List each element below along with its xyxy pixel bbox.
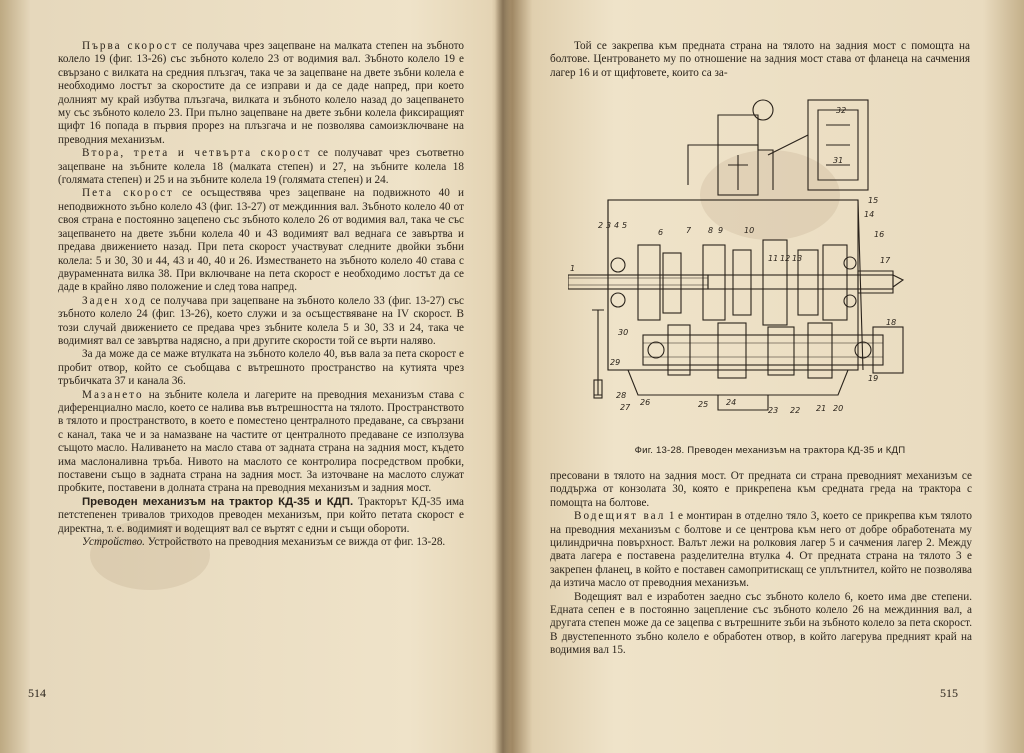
section-paragraph — [58, 496, 464, 536]
callout-18: 18 — [886, 318, 897, 327]
callout-30: 30 — [618, 328, 629, 337]
callout-9: 9 — [718, 226, 724, 235]
callout-24: 24 — [726, 398, 737, 407]
callout-5: 5 — [622, 221, 628, 230]
gearbox-diagram — [568, 95, 920, 425]
right-page-top-text — [550, 40, 970, 80]
callout-16: 16 — [874, 230, 885, 239]
callout-14: 14 — [864, 210, 875, 219]
left-page — [0, 0, 500, 753]
right-page — [508, 0, 1024, 753]
paragraph-body: на зъбните колела и лагерите на преводния механизъм става с диференциално масло, което се налива във вътрешността на тялото. Пространството в тялото и пространството, в което е поместено централното предаване, са свързани с канал, така че и за намазване на частите от централното предаване се използува същото масло. Наливането на масло става от задната страна на задния мост, където има маслоналивна тръба. Нивото на маслото се контролира посредством пробки, поставени също в задната страна на задния мост. За източване на маслото служат пробките, поставени в долната страна на преводния механизъм и задния мост. — [58, 388, 464, 495]
callout-2: 2 — [598, 221, 604, 230]
section-heading: Преводен механизъм на трактор КД-35 и КДП. — [82, 495, 354, 508]
paragraph — [58, 187, 464, 294]
paragraph — [58, 389, 464, 496]
callout-26: 26 — [640, 398, 651, 407]
callout-13: 13 — [792, 254, 803, 263]
callout-7: 7 — [686, 226, 692, 235]
paragraph — [550, 510, 972, 590]
callout-21: 21 — [816, 404, 827, 413]
paragraph-body: 1 е монтиран в отделно тяло 3, което се прикрепва към тялото на преводния механизъм с болтове и се центрова към него от добре обработената му цилиндрична повърхност. Валът лежи на ролковия лагер 5 и сачмения лагер 2. Между двата лагера е поставена разделителна втулка 4. От предната страна на тялото 3 е закрепен фланец, в който е поставен самопритискащ се уплътнител, който не позволява да изтича масло от преводния механизъм. — [550, 510, 972, 590]
callout-3: 3 — [606, 221, 612, 230]
callout-29: 29 — [610, 358, 621, 367]
page-number: 514 — [28, 686, 46, 700]
callout-31: 31 — [833, 156, 844, 165]
lead-in: Заден ход — [82, 294, 147, 307]
paragraph — [58, 536, 464, 549]
paragraph-body: се получават чрез съответно зацепване на зъбните колела 18 (малката степен) и 27, на зъбните колела 18 (голямата степен) и 25 и на зъбните колела 19 (голямата степен) и 24. — [58, 147, 464, 187]
callout-12: 12 — [780, 254, 791, 263]
paragraph: Той се закрепва към предната страна на тялото на задния мост с помощта на болтове. Центроването му по отношение на задния мост става от фланеца на сачмения лагер 16 и от щифтовете, които са за- — [550, 40, 970, 79]
paragraph — [550, 591, 972, 658]
callout-8: 8 — [708, 226, 714, 235]
paragraph-body: пресовани в тялото на задния мост. От предната си страна преводният механизъм се поддържа от конзолата 30, която е прикрепена към средната греда на трактора с помощта на болтове. — [550, 470, 972, 509]
paragraph-body: се осъществява чрез зацепване на подвижното 40 и неподвижното зъбно колело 43 (фиг. 13-27) от междинния вал. Зъбното колело 40 от своя страна е постоянно зацепено със зъбното колело 26 от водимия вал, така че със зацепването на двете зъбни колела 40 и 43 водимият вал веднага се завъртва и предава движението назад. При пета скорост участвуват следните двойки зъбни колела: 5 и 30, 30 и 44, 43 и 40, 40 и 26. Изместването на зъбното колело 40 става с двураменната вилка 38. При включване на пета скорост е необходимо лостът да се даде в крайно ляво положение и след това напред. — [58, 187, 464, 294]
figure-caption: Фиг. 13-28. Преводен механизъм на трактора КД-35 и КДП — [634, 445, 906, 456]
callout-17: 17 — [880, 256, 891, 265]
lead-in: Водещият вал — [574, 510, 666, 523]
lead-in: Устройство. — [82, 536, 145, 549]
lead-in: Втора, трета и четвърта скорост — [82, 147, 312, 160]
left-page-text — [58, 40, 464, 549]
paragraph — [58, 40, 464, 147]
callout-27: 27 — [620, 403, 631, 412]
paragraph-body: За да може да се маже втулката на зъбното колело 40, във вала за пета скорост е пробит отвор, който се съобщава с вътрешното пространство на кутията чрез тръбичката 37 и канала 36. — [58, 348, 464, 388]
callout-19: 19 — [868, 374, 879, 383]
paragraph-body: се получава при зацепване на зъбното колело 33 (фиг. 13-27) със зъбното колело 24 (фиг. 13-26), което служи и за осъществяване на IV скорост. В този случай движението се предава чрез зъбните колела 5 и 30, 33 и 24, така че водимият вал се завъртва надясно, а при другите скорости той се върти наляво. — [58, 294, 464, 347]
paragraph-body: Водещият вал е изработен заедно със зъбното колело 6, което има две степени. Едната сепен е в постоянно зацепление със зъбното колело 26 на междинния вал, а другата степен може да се зацепва с вътрешните зъби на зъбното колело за пета скорост. В двустепенното зъбно колело е обработен отвор, в който лагерува предният край на водимия вал 15. — [550, 590, 972, 657]
paragraph — [58, 295, 464, 349]
callout-1: 1 — [570, 264, 576, 273]
callout-25: 25 — [698, 400, 709, 409]
callout-11: 11 — [768, 254, 779, 263]
callout-20: 20 — [833, 404, 844, 413]
lead-in: Първа скорост — [82, 40, 179, 52]
callout-4: 4 — [614, 221, 620, 230]
callout-22: 22 — [790, 406, 801, 415]
callout-23: 23 — [768, 406, 779, 415]
paragraph — [550, 470, 972, 510]
paragraph-body: се получава чрез зацепване на малката степен на зъбното колело 19 (фиг. 13-26) със зъбното колело 23 от водимия вал. Зъбното колело 19 е свързано с вилката на средния плъзгач, така че за зацепване на двете зъбни колела е необходимо лостът за скоростите да се изправи и да се даде напред, при което долният му край избутва плъзгача, вилката и зъбното колело назад до зацепването му със зъбното колело 23. При пълно зацепване на двете зъбни колела фиксиращият щифт 16 попада в първия прорез на плъзгача и не позволява самоизключване на преводния механизъм. — [58, 40, 464, 146]
callout-32: 32 — [836, 106, 847, 115]
callout-6: 6 — [658, 228, 664, 237]
lead-in: Пета скорост — [82, 187, 174, 200]
right-page-bottom-text — [550, 470, 972, 658]
lead-in: Мазането — [82, 388, 144, 401]
paragraph-body: Устройството на преводния механизъм се вижда от фиг. 13-28. — [144, 536, 446, 549]
paragraph — [58, 348, 464, 388]
callout-28: 28 — [616, 391, 627, 400]
callout-15: 15 — [868, 196, 879, 205]
callout-10: 10 — [744, 226, 755, 235]
page-number: 515 — [940, 686, 958, 700]
paragraph-body: Тракторът КД-35 има петстепенен тривалов триходов преводен механизъм, при който петата скорост е директна, т. е. водимият и водещият вал се въртят с едни и същи обороти. — [58, 495, 464, 535]
paragraph — [58, 147, 464, 187]
